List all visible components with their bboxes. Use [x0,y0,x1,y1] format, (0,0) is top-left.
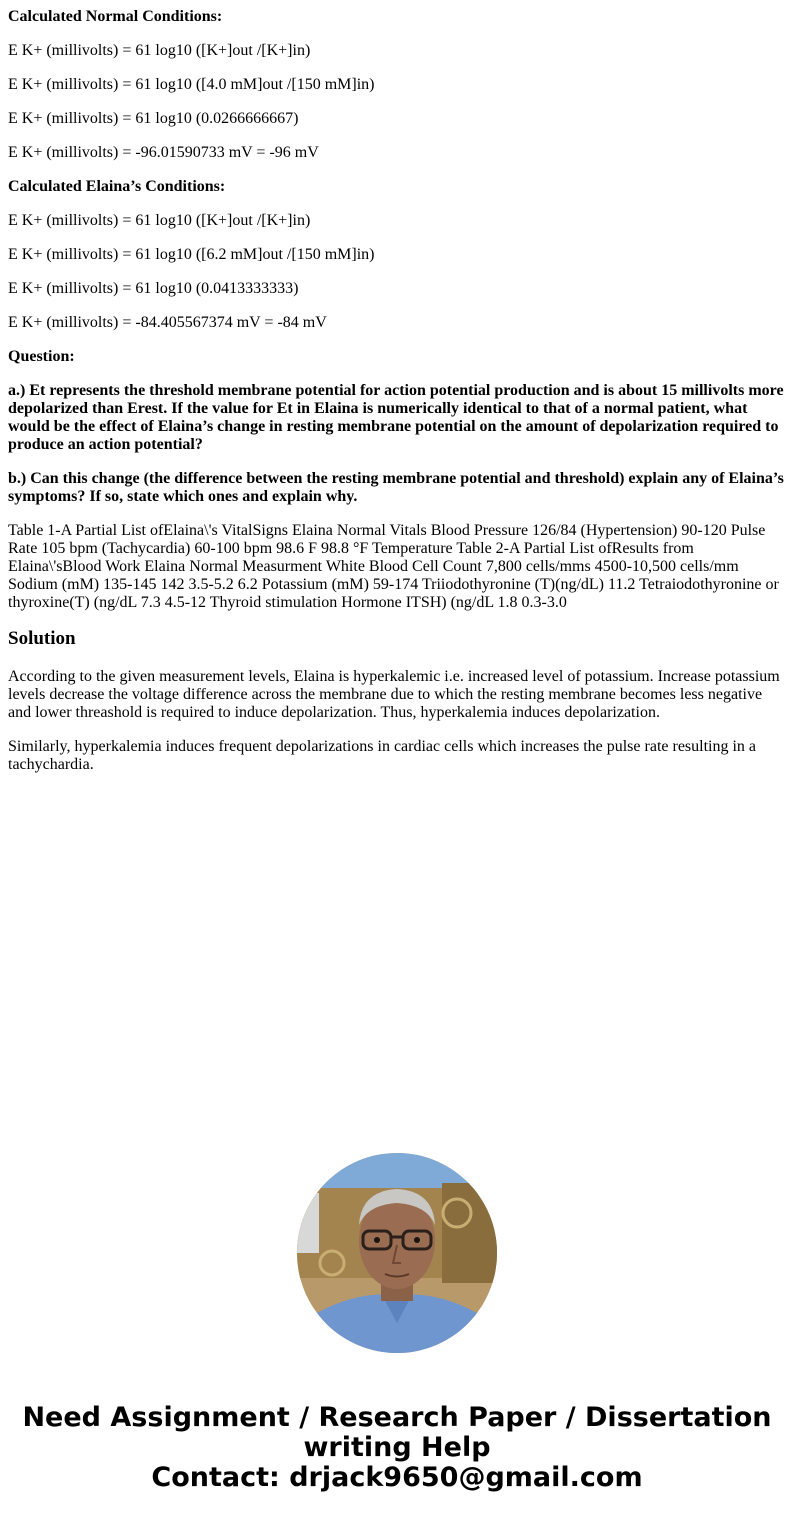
question-a: a.) Et represents the threshold membrane potential for action potential production and is about 15 millivolts more depolarized than Erest. If the value for Et in Elaina is numerically identical to that of a normal patient, what would be the effect of Elaina’s change in resting membrane potential on the amount of depolarization required to produce an action potential? [8,382,784,453]
normal-heading: Calculated Normal Conditions: [8,8,223,25]
normal-line-3: E K+ (millivolts) = 61 log10 (0.0266666667) [8,110,299,127]
footer-banner [0,1403,794,1493]
solution-paragraph-1: According to the given measurement levels, Elaina is hyperkalemic i.e. increased level of potassium. Increase potassium levels decrease the voltage difference across the membrane due to which the resting membrane becomes less negative and lower threashold is required to induce depolarization. Thus, hyperkalemia induces depolarization. [8,668,780,721]
elaina-line-2: E K+ (millivolts) = 61 log10 ([6.2 mM]out /[150 mM]in) [8,246,375,263]
elaina-heading: Calculated Elaina’s Conditions: [8,178,226,195]
question-heading: Question: [8,348,75,365]
author-photo [297,1153,497,1353]
footer-line-1: Need Assignment / Research Paper / Dissertation [22,1402,772,1433]
question-b: b.) Can this change (the difference between the resting membrane potential and threshold) explain any of Elaina’s symptoms? If so, state which ones and explain why. [8,470,784,505]
solution-paragraph-2: Similarly, hyperkalemia induces frequent depolarizations in cardiac cells which increases the pulse rate resulting in a tachychardia. [8,738,757,773]
footer-contact: Contact: drjack9650@gmail.com [151,1462,643,1493]
normal-line-2: E K+ (millivolts) = 61 log10 ([4.0 mM]out /[150 mM]in) [8,76,375,93]
elaina-line-4: E K+ (millivolts) = -84.405567374 mV = -84 mV [8,314,327,331]
table-text: Table 1-A Partial List ofElaina\'s VitalSigns Elaina Normal Vitals Blood Pressure 126/84 (Hypertension) 90-120 Pulse Rate 105 bpm (Tachycardia) 60-100 bpm 98.6 F 98.8 °F Temperature Table 2-A Partial List ofResults from Elaina\'sBlood Work Elaina Normal Measurment White Blood Cell Count 7,800 cells/mms 4500-10,500 cells/mm Sodium (mM) 135-145 142 3.5-5.2 6.2 Potassium (mM) 59-174 Triiodothyronine (T)(ng/dL) 11.2 Tetraiodothyronine or thyroxine(T) (ng/dL 7.3 4.5-12 Thyroid stimulation Hormone ITSH) (ng/dL 1.8 0.3-3.0 [8,522,779,611]
main-content [8,0,786,790]
elaina-line-3: E K+ (millivolts) = 61 log10 (0.0413333333) [8,280,299,297]
author-avatar [297,1153,497,1353]
footer-line-2: writing Help [303,1432,491,1463]
normal-line-4: E K+ (millivolts) = -96.01590733 mV = -96 mV [8,144,319,161]
solution-heading: Solution [8,628,76,649]
elaina-line-1: E K+ (millivolts) = 61 log10 ([K+]out /[K+]in) [8,212,311,229]
normal-line-1: E K+ (millivolts) = 61 log10 ([K+]out /[K+]in) [8,42,311,59]
